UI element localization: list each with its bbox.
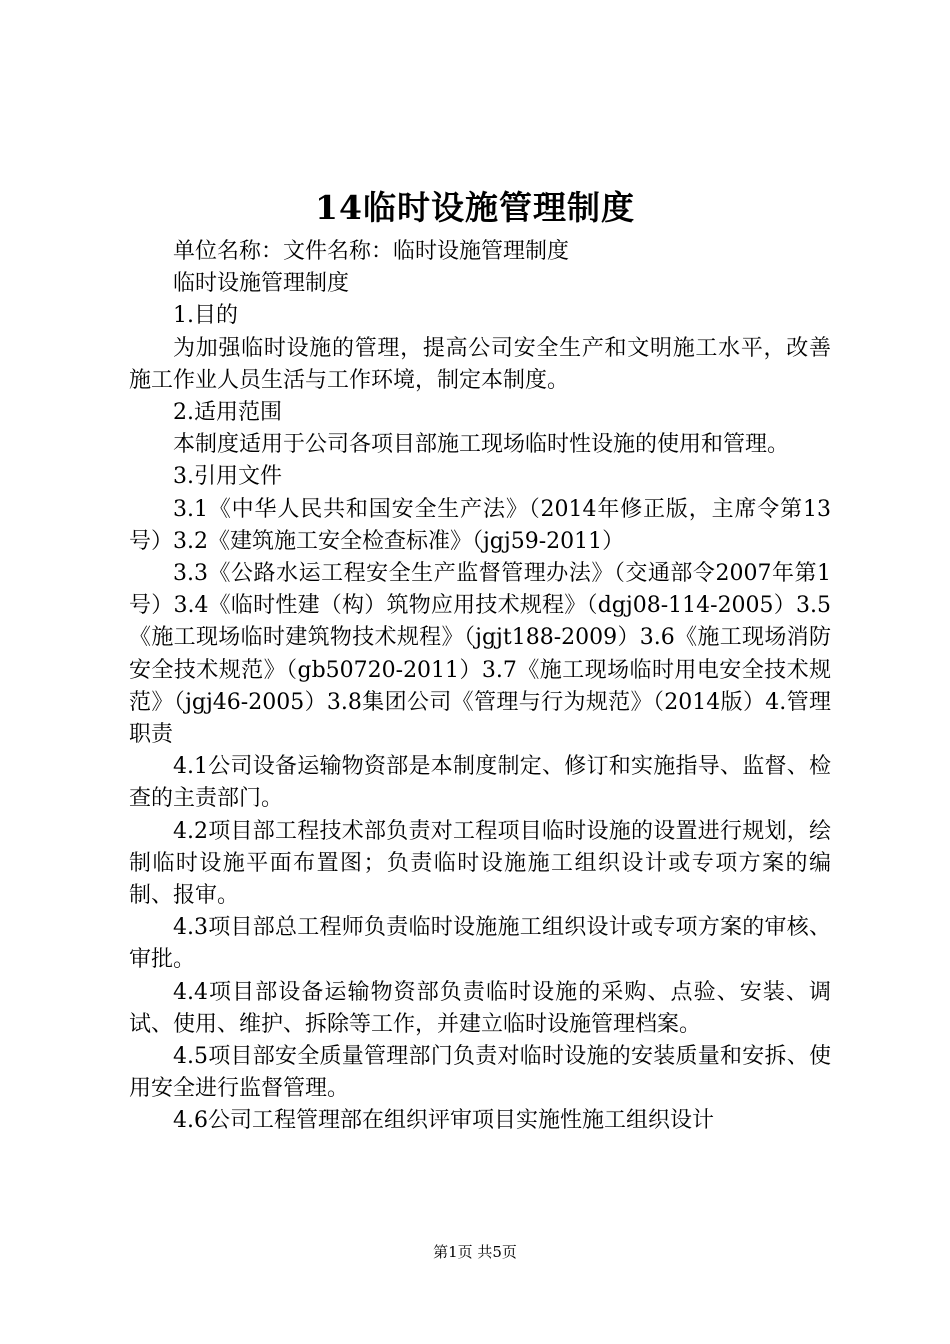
paragraph-responsibility-4-4: 4.4项目部设备运输物资部负责临时设施的采购、点验、安装、调试、使用、维护、拆除等工作，并建立临时设施管理档案。 bbox=[129, 979, 831, 1037]
paragraph-references-2: 3.3《公路水运工程安全生产监督管理办法》（交通部令2007年第1号）3.4《临时性建（构）筑物应用技术规程》（dgj08-114-2005）3.5《施工现场临时建筑物技术规程》（jgjt188-2009）3.6《施工现场消防安全技术规范》（gb50720-2011）3.7《施工现场临时用电安全技术规范》（jgj46-2005）3.8集团公司《管理与行为规范》（2014版）4.管理职责 bbox=[129, 561, 831, 748]
paragraph-responsibility-4-2: 4.2项目部工程技术部负责对工程项目临时设施的设置进行规划，绘制临时设施平面布置图；负责临时设施施工组织设计或专项方案的编制、报审。 bbox=[129, 818, 831, 909]
heading-purpose: 1.目的 bbox=[173, 303, 238, 329]
paragraph-subtitle: 临时设施管理制度 bbox=[173, 271, 350, 297]
document-body bbox=[129, 236, 831, 1138]
document-title: 14临时设施管理制度 bbox=[315, 188, 635, 227]
heading-scope: 2.适用范围 bbox=[173, 400, 282, 426]
paragraph-scope: 本制度适用于公司各项目部施工现场临时性设施的使用和管理。 bbox=[173, 432, 790, 458]
paragraph-purpose: 为加强临时设施的管理，提高公司安全生产和文明施工水平，改善施工作业人员生活与工作环境，制定本制度。 bbox=[129, 335, 831, 393]
paragraph-responsibility-4-6: 4.6公司工程管理部在组织评审项目实施性施工组织设计 bbox=[173, 1108, 714, 1134]
paragraph-references-1: 3.1《中华人民共和国安全生产法》（2014年修正版，主席令第13号）3.2《建筑施工安全检查标准》（jgj59-2011） bbox=[129, 496, 831, 554]
page-footer: 第1页 共5页 bbox=[433, 1243, 517, 1261]
paragraph-responsibility-4-1: 4.1公司设备运输物资部是本制度制定、修订和实施指导、监督、检查的主责部门。 bbox=[129, 754, 831, 812]
heading-references: 3.引用文件 bbox=[173, 464, 282, 490]
paragraph-responsibility-4-3: 4.3项目部总工程师负责临时设施施工组织设计或专项方案的审核、审批。 bbox=[129, 915, 831, 973]
paragraph-unit-name: 单位名称：文件名称：临时设施管理制度 bbox=[173, 239, 570, 264]
paragraph-responsibility-4-5: 4.5项目部安全质量管理部门负责对临时设施的安装质量和安拆、使用安全进行监督管理。 bbox=[129, 1044, 831, 1102]
